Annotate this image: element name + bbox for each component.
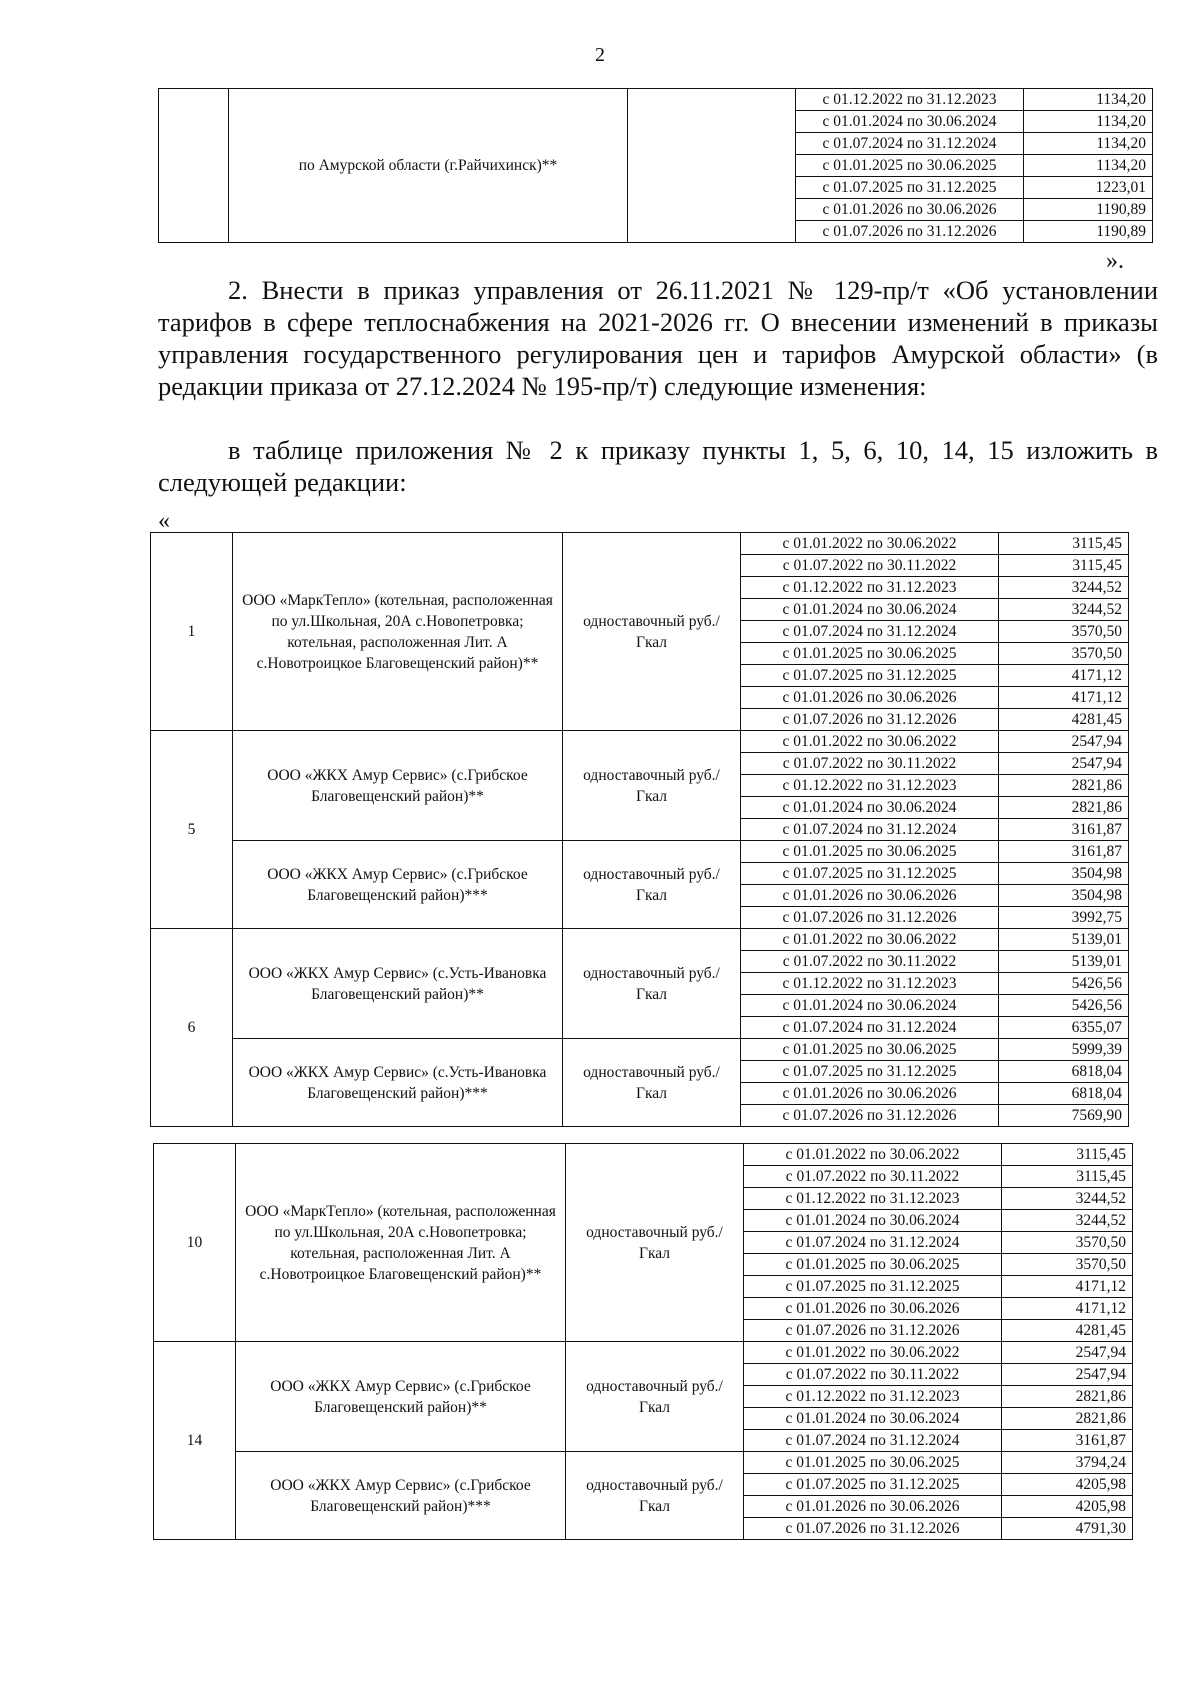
continuation-table <box>158 88 1153 243</box>
table-row <box>154 1342 1133 1364</box>
period-cell: с 01.01.2025 по 30.06.2025 <box>741 841 999 863</box>
period-cell: с 01.12.2022 по 31.12.2023 <box>796 89 1024 111</box>
tariff-value-cell: 3115,45 <box>1002 1166 1133 1188</box>
tariff-value-cell: 2821,86 <box>999 797 1129 819</box>
table-row <box>151 533 1129 555</box>
tariff-value-cell: 3244,52 <box>1002 1188 1133 1210</box>
period-cell: с 01.07.2024 по 31.12.2024 <box>796 133 1024 155</box>
tariff-value-cell: 4281,45 <box>1002 1320 1133 1342</box>
tariff-value-cell: 3570,50 <box>1002 1254 1133 1276</box>
tariff-type-cell: одноставочный руб./Гкал <box>563 929 741 1039</box>
tariff-value-cell: 1134,20 <box>1024 155 1153 177</box>
table-row <box>151 731 1129 753</box>
organization-cell: ООО «МаркТепло» (котельная, расположенная по ул.Школьная, 20А с.Новопетровка; котельная, расположенная Лит. А с.Новотроицкое Благовещенский район)** <box>236 1144 566 1342</box>
period-cell: с 01.07.2022 по 30.11.2022 <box>741 555 999 577</box>
period-cell: с 01.07.2026 по 31.12.2026 <box>741 1105 999 1127</box>
tariff-value-cell: 4171,12 <box>999 687 1129 709</box>
tariff-value-cell: 3244,52 <box>1002 1210 1133 1232</box>
period-cell: с 01.07.2025 по 31.12.2025 <box>744 1276 1002 1298</box>
tariff-type-cell: одноставочный руб./Гкал <box>566 1452 744 1540</box>
row-number-cell: 6 <box>151 929 233 1127</box>
period-cell: с 01.01.2025 по 30.06.2025 <box>744 1254 1002 1276</box>
tariff-value-cell: 1134,20 <box>1024 89 1153 111</box>
period-cell: с 01.12.2022 по 31.12.2023 <box>741 577 999 599</box>
table-row <box>151 929 1129 951</box>
period-cell: с 01.07.2022 по 30.11.2022 <box>741 951 999 973</box>
organization-cell: ООО «ЖКХ Амур Сервис» (с.Усть-Ивановка Благовещенский район)** <box>233 929 563 1039</box>
tariff-value-cell: 5426,56 <box>999 995 1129 1017</box>
period-cell: с 01.12.2022 по 31.12.2023 <box>741 973 999 995</box>
period-cell: с 01.01.2024 по 30.06.2024 <box>744 1408 1002 1430</box>
tariff-value-cell: 4171,12 <box>1002 1276 1133 1298</box>
tariff-value-cell: 4171,12 <box>999 665 1129 687</box>
row-number-cell <box>159 89 229 243</box>
organization-cell: ООО «ЖКХ Амур Сервис» (с.Грибское Благовещенский район)** <box>233 731 563 841</box>
tariff-type-cell: одноставочный руб./Гкал <box>563 1039 741 1127</box>
period-cell: с 01.07.2025 по 31.12.2025 <box>741 665 999 687</box>
tariff-value-cell: 1190,89 <box>1024 199 1153 221</box>
period-cell: с 01.12.2022 по 31.12.2023 <box>744 1188 1002 1210</box>
period-cell: с 01.07.2022 по 30.11.2022 <box>741 753 999 775</box>
period-cell: с 01.07.2024 по 31.12.2024 <box>744 1232 1002 1254</box>
tariff-value-cell: 2821,86 <box>999 775 1129 797</box>
organization-cell: ООО «ЖКХ Амур Сервис» (с.Грибское Благовещенский район)** <box>236 1342 566 1452</box>
period-cell: с 01.01.2026 по 30.06.2026 <box>744 1298 1002 1320</box>
tariff-type-cell: одноставочный руб./Гкал <box>566 1144 744 1342</box>
organization-cell: по Амурской области (г.Райчихинск)** <box>229 89 628 243</box>
table-row <box>154 1452 1133 1474</box>
period-cell: с 01.01.2025 по 30.06.2025 <box>741 1039 999 1061</box>
tariff-value-cell: 3794,24 <box>1002 1452 1133 1474</box>
period-cell: с 01.01.2022 по 30.06.2022 <box>744 1342 1002 1364</box>
tariff-value-cell: 3115,45 <box>999 533 1129 555</box>
period-cell: с 01.07.2024 по 31.12.2024 <box>741 819 999 841</box>
tariff-value-cell: 1134,20 <box>1024 133 1153 155</box>
tariff-table-1 <box>150 532 1129 1127</box>
period-cell: с 01.01.2024 по 30.06.2024 <box>744 1210 1002 1232</box>
period-cell: с 01.01.2026 по 30.06.2026 <box>796 199 1024 221</box>
tariff-value-cell: 3244,52 <box>999 599 1129 621</box>
page-number: 2 <box>595 44 605 66</box>
instruction-paragraph <box>158 434 1158 498</box>
tariff-value-cell: 5999,39 <box>999 1039 1129 1061</box>
table-row <box>151 1039 1129 1061</box>
tariff-value-cell: 2547,94 <box>999 753 1129 775</box>
amendment-paragraph <box>158 274 1158 402</box>
tariff-value-cell: 4171,12 <box>1002 1298 1133 1320</box>
period-cell: с 01.01.2024 по 30.06.2024 <box>741 599 999 621</box>
tariff-type-cell: одноставочный руб./Гкал <box>563 731 741 841</box>
tariff-value-cell: 6818,04 <box>999 1061 1129 1083</box>
tariff-value-cell: 2821,86 <box>1002 1386 1133 1408</box>
tariff-value-cell: 3161,87 <box>999 819 1129 841</box>
period-cell: с 01.07.2024 по 31.12.2024 <box>741 621 999 643</box>
tariff-value-cell: 3504,98 <box>999 885 1129 907</box>
row-number-cell: 1 <box>151 533 233 731</box>
tariff-value-cell: 4791,30 <box>1002 1518 1133 1540</box>
period-cell: с 01.01.2022 по 30.06.2022 <box>744 1144 1002 1166</box>
tariff-value-cell: 4281,45 <box>999 709 1129 731</box>
paragraph-3: в таблице приложения № 2 к приказу пункты 1, 5, 6, 10, 14, 15 изложить в следующей редакции: <box>158 435 1158 497</box>
period-cell: с 01.01.2024 по 30.06.2024 <box>741 797 999 819</box>
tariff-value-cell: 2547,94 <box>999 731 1129 753</box>
tariff-value-cell: 1134,20 <box>1024 111 1153 133</box>
tariff-value-cell: 4205,98 <box>1002 1496 1133 1518</box>
period-cell: с 01.01.2022 по 30.06.2022 <box>741 929 999 951</box>
tariff-value-cell: 3244,52 <box>999 577 1129 599</box>
tariff-value-cell: 3161,87 <box>999 841 1129 863</box>
period-cell: с 01.01.2026 по 30.06.2026 <box>744 1496 1002 1518</box>
period-cell: с 01.12.2022 по 31.12.2023 <box>741 775 999 797</box>
tariff-value-cell: 5139,01 <box>999 929 1129 951</box>
period-cell: с 01.07.2022 по 30.11.2022 <box>744 1166 1002 1188</box>
period-cell: с 01.07.2024 по 31.12.2024 <box>744 1430 1002 1452</box>
organization-cell: ООО «ЖКХ Амур Сервис» (с.Грибское Благовещенский район)*** <box>236 1452 566 1540</box>
tariff-type-cell: одноставочный руб./Гкал <box>563 841 741 929</box>
tariff-type-cell: одноставочный руб./Гкал <box>563 533 741 731</box>
tariff-value-cell: 3570,50 <box>999 643 1129 665</box>
tariff-value-cell: 6818,04 <box>999 1083 1129 1105</box>
row-number-cell: 5 <box>151 731 233 929</box>
tariff-type-cell: одноставочный руб./Гкал <box>566 1342 744 1452</box>
tariff-value-cell: 3504,98 <box>999 863 1129 885</box>
period-cell: с 01.07.2024 по 31.12.2024 <box>741 1017 999 1039</box>
tariff-value-cell: 4205,98 <box>1002 1474 1133 1496</box>
period-cell: с 01.07.2025 по 31.12.2025 <box>744 1474 1002 1496</box>
period-cell: с 01.07.2026 по 31.12.2026 <box>744 1320 1002 1342</box>
row-number-cell: 14 <box>154 1342 236 1540</box>
table-row <box>154 1144 1133 1166</box>
tariff-value-cell: 1223,01 <box>1024 177 1153 199</box>
tariff-value-cell: 2821,86 <box>1002 1408 1133 1430</box>
period-cell: с 01.07.2025 по 31.12.2025 <box>796 177 1024 199</box>
table-row <box>159 89 1153 111</box>
organization-cell: ООО «ЖКХ Амур Сервис» (с.Усть-Ивановка Благовещенский район)*** <box>233 1039 563 1127</box>
period-cell: с 01.01.2026 по 30.06.2026 <box>741 1083 999 1105</box>
row-number-cell: 10 <box>154 1144 236 1342</box>
organization-cell: ООО «МаркТепло» (котельная, расположенная по ул.Школьная, 20А с.Новопетровка; котельная, расположенная Лит. А с.Новотроицкое Благовещенский район)** <box>233 533 563 731</box>
paragraph-2: 2. Внести в приказ управления от 26.11.2021 № 129-пр/т «Об установлении тарифов в сфере теплоснабжения на 2021-2026 гг. О внесении изменений в приказы управления государственного регулирования цен и тарифов Амурской области» (в редакции приказа от 27.12.2024 № 195-пр/т) следующие изменения: <box>158 275 1158 401</box>
tariff-value-cell: 2547,94 <box>1002 1364 1133 1386</box>
tariff-value-cell: 1190,89 <box>1024 221 1153 243</box>
period-cell: с 01.01.2025 по 30.06.2025 <box>744 1452 1002 1474</box>
tariff-value-cell: 3570,50 <box>1002 1232 1133 1254</box>
period-cell: с 01.07.2026 по 31.12.2026 <box>744 1518 1002 1540</box>
tariff-type-cell <box>628 89 796 243</box>
tariff-value-cell: 5139,01 <box>999 951 1129 973</box>
tariff-value-cell: 3992,75 <box>999 907 1129 929</box>
period-cell: с 01.07.2026 по 31.12.2026 <box>796 221 1024 243</box>
tariff-value-cell: 6355,07 <box>999 1017 1129 1039</box>
period-cell: с 01.01.2024 по 30.06.2024 <box>796 111 1024 133</box>
tariff-value-cell: 3115,45 <box>999 555 1129 577</box>
period-cell: с 01.01.2025 по 30.06.2025 <box>796 155 1024 177</box>
period-cell: с 01.01.2026 по 30.06.2026 <box>741 885 999 907</box>
period-cell: с 01.01.2022 по 30.06.2022 <box>741 731 999 753</box>
tariff-value-cell: 3570,50 <box>999 621 1129 643</box>
tariff-value-cell: 7569,90 <box>999 1105 1129 1127</box>
tariff-value-cell: 3161,87 <box>1002 1430 1133 1452</box>
tariff-value-cell: 2547,94 <box>1002 1342 1133 1364</box>
period-cell: с 01.07.2022 по 30.11.2022 <box>744 1364 1002 1386</box>
period-cell: с 01.01.2026 по 30.06.2026 <box>741 687 999 709</box>
tariff-table-2 <box>153 1143 1133 1540</box>
period-cell: с 01.01.2024 по 30.06.2024 <box>741 995 999 1017</box>
table-row <box>151 841 1129 863</box>
tariff-value-cell: 5426,56 <box>999 973 1129 995</box>
period-cell: с 01.07.2025 по 31.12.2025 <box>741 863 999 885</box>
opening-quote: « <box>158 508 170 534</box>
period-cell: с 01.07.2026 по 31.12.2026 <box>741 907 999 929</box>
closing-quote: ». <box>1106 248 1124 274</box>
period-cell: с 01.12.2022 по 31.12.2023 <box>744 1386 1002 1408</box>
period-cell: с 01.07.2025 по 31.12.2025 <box>741 1061 999 1083</box>
period-cell: с 01.01.2022 по 30.06.2022 <box>741 533 999 555</box>
organization-cell: ООО «ЖКХ Амур Сервис» (с.Грибское Благовещенский район)*** <box>233 841 563 929</box>
period-cell: с 01.01.2025 по 30.06.2025 <box>741 643 999 665</box>
tariff-value-cell: 3115,45 <box>1002 1144 1133 1166</box>
period-cell: с 01.07.2026 по 31.12.2026 <box>741 709 999 731</box>
